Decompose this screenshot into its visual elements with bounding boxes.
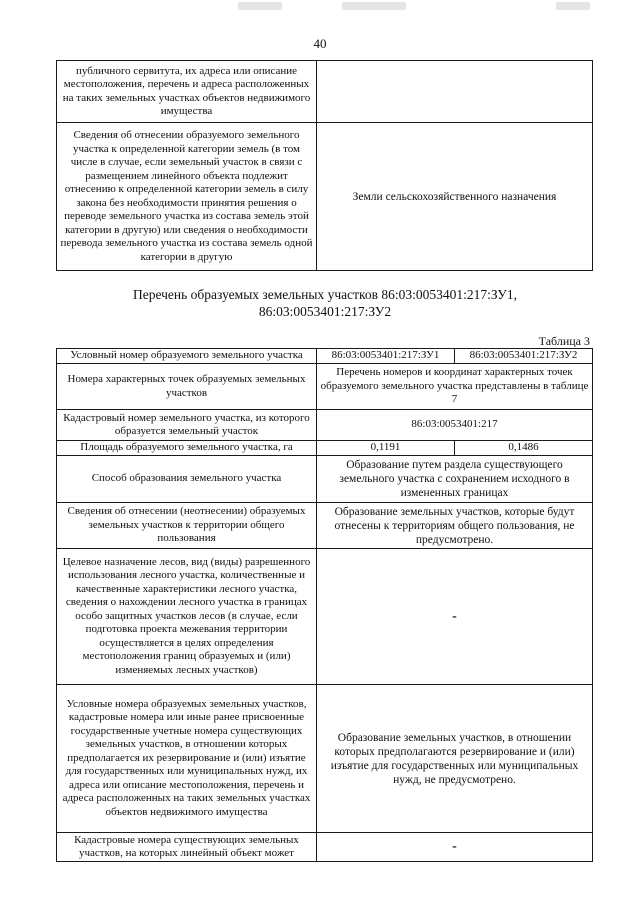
table-cell: Условный номер образуемого земельного участка xyxy=(57,349,317,364)
table-cell: 0,1191 xyxy=(317,441,455,456)
table-row xyxy=(57,833,593,862)
scan-artifact xyxy=(238,2,282,10)
table-row xyxy=(57,61,593,123)
table-cell: Образование земельных участков, в отношении которых предполагаются резервирование и (или) изъятие для государственных или муниципальных нужд, не предусмотрено. xyxy=(317,685,593,833)
section-title xyxy=(60,286,590,320)
table-cell: Целевое назначение лесов, вид (виды) разрешенного использования лесного участка, количественные и качественные характеристики лесного участка, сведения о нахождении лесного участка в границах особо защитных участков лесов (в случае, если подготовка проекта межевания территории осуществляется в целях определения местоположения границ образуемых и (или) изменяемых лесных участков) xyxy=(57,549,317,685)
table-row xyxy=(57,685,593,833)
table-cell: Сведения об отнесении (неотнесении) образуемых земельных участков к территории общего пользования xyxy=(57,503,317,549)
table-cell: - xyxy=(317,833,593,862)
page-number: 40 xyxy=(313,36,327,51)
table-cell: Кадастровые номера существующих земельных участков, на которых линейный объект может xyxy=(57,833,317,862)
table-cell: Образование земельных участков, которые будут отнесены к территориям общего пользования, не предусмотрено. xyxy=(317,503,593,549)
table-cell: - xyxy=(317,549,593,685)
table-cell: Номера характерных точек образуемых земельных участков xyxy=(57,364,317,410)
table-cell: публичного сервитута, их адреса или описание местоположения, перечень и адреса расположенных на таких земельных участках объектов недвижимого имущества xyxy=(57,61,317,123)
table-row xyxy=(57,123,593,271)
table-cell: 86:03:0053401:217 xyxy=(317,410,593,441)
table-cell xyxy=(317,61,593,123)
table-row xyxy=(57,410,593,441)
table-row xyxy=(57,456,593,503)
table-cell: 86:03:0053401:217:ЗУ1 xyxy=(317,349,455,364)
table-cell: Образование путем раздела существующего земельного участка с сохранением исходного в измененных границах xyxy=(317,456,593,503)
table-cell: Земли сельскохозяйственного назначения xyxy=(317,123,593,271)
table-row xyxy=(57,349,593,364)
scan-artifact xyxy=(556,2,590,10)
table-row xyxy=(57,364,593,410)
table-row xyxy=(57,503,593,549)
table-cell: Способ образования земельного участка xyxy=(57,456,317,503)
table-cell: Условные номера образуемых земельных участков, кадастровые номера или иные ранее присвоенные государственные учетные номера существующих земельных участков, в отношении которых предполагается их резервирование и (или) изъятие для государственных или муниципальных нужд, их адреса или описание местоположения, перечень и адреса расположенных на таких земельных участках объектов недвижимого имущества xyxy=(57,685,317,833)
table-row xyxy=(57,549,593,685)
table-cell: Перечень номеров и координат характерных точек образуемого земельного участка представлены в таблице 7 xyxy=(317,364,593,410)
table-cell: Сведения об отнесении образуемого земельного участка к определенной категории земель (в том числе в случае, если земельный участок в связи с размещением линейного объекта подлежит отнесению к определенной категории земель в силу закона без необходимости принятия решения о переводе земельного участка из состава земель этой категории в другую) или сведения о необходимости перевода земельного участка из состава земель одной категории в другую xyxy=(57,123,317,271)
table-cell: 0,1486 xyxy=(455,441,593,456)
table-3 xyxy=(56,348,593,862)
section-title-line: Перечень образуемых земельных участков 86:03:0053401:217:ЗУ1, xyxy=(133,287,517,302)
scan-artifact xyxy=(342,2,406,10)
section-title-line: 86:03:0053401:217:ЗУ2 xyxy=(258,304,392,319)
table-caption: Таблица 3 xyxy=(538,334,590,348)
table-cell: Площадь образуемого земельного участка, га xyxy=(57,441,317,456)
table-cell: 86:03:0053401:217:ЗУ2 xyxy=(455,349,593,364)
table-cell: Кадастровый номер земельного участка, из которого образуется земельный участок xyxy=(57,410,317,441)
top-table xyxy=(56,60,593,271)
table-row xyxy=(57,441,593,456)
